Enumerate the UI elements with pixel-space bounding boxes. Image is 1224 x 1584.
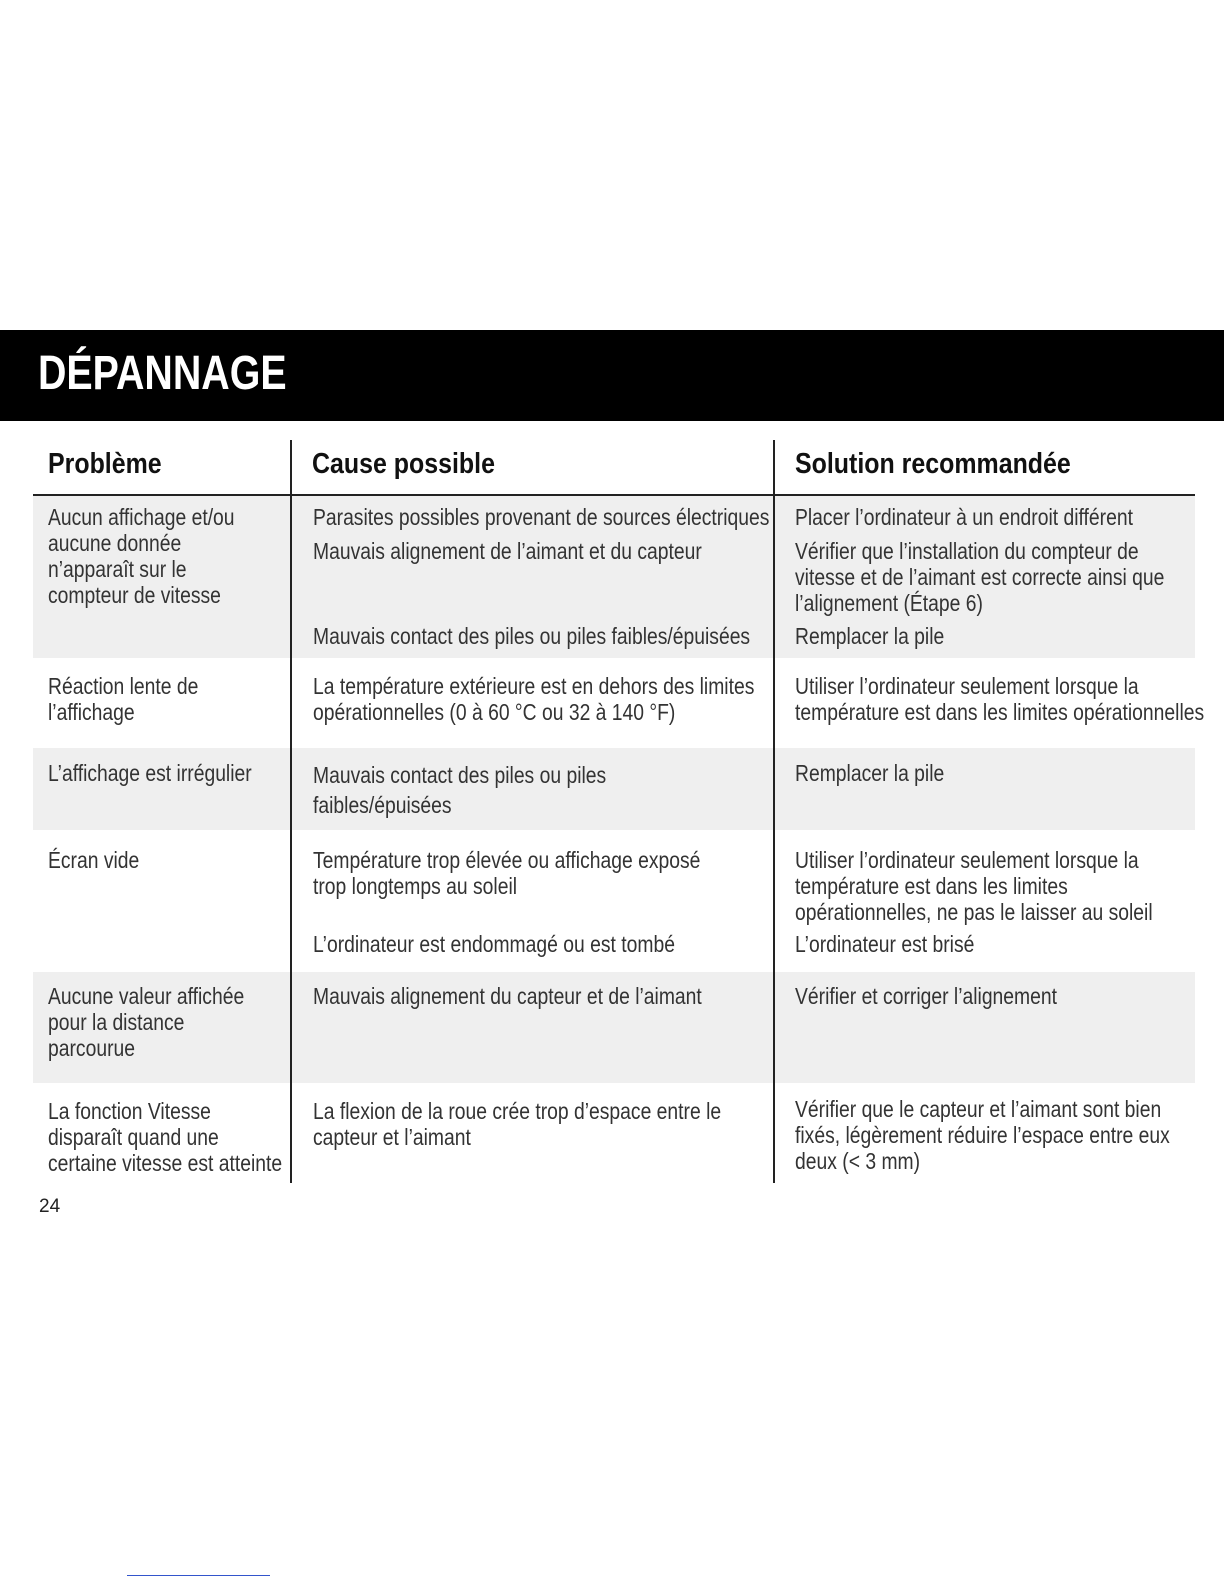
header-cause: Cause possible	[312, 448, 495, 480]
page-title: DÉPANNAGE	[38, 347, 287, 400]
cause-cell: L’ordinateur est endommagé ou est tombé	[313, 931, 675, 957]
solution-cell: Vérifier que l’installation du compteur de vitesse et de l’aimant est correcte ainsi que l’alignement (Étape 6)	[795, 538, 1165, 616]
page-number: 24	[39, 1196, 61, 1217]
problem-cell: Réaction lente de l’affichage	[48, 673, 199, 725]
solution-cell: Utiliser l’ordinateur seulement lorsque la température est dans les limites opérationnelles	[795, 673, 1205, 725]
problem-cell: Aucune valeur affichée pour la distance parcourue	[48, 983, 245, 1061]
cause-cell: Température trop élevée ou affichage exposé trop longtemps au soleil	[313, 847, 701, 899]
solution-cell: Vérifier que le capteur et l’aimant sont bien fixés, légèrement réduire l’espace entre eux deux (< 3 mm)	[795, 1096, 1170, 1174]
solution-cell: Vérifier et corriger l’alignement	[795, 983, 1058, 1009]
problem-cell: La fonction Vitesse disparaît quand une certaine vitesse est atteinte	[48, 1098, 283, 1176]
footer-link-underline	[127, 1575, 270, 1576]
problem-cell: Aucun affichage et/ou aucune donnée n’apparaît sur le compteur de vitesse	[48, 504, 235, 608]
solution-cell: Utiliser l’ordinateur seulement lorsque la température est dans les limites opérationnelles, ne pas le laisser au soleil	[795, 847, 1153, 925]
cause-cell: Mauvais alignement du capteur et de l’aimant	[313, 983, 702, 1009]
title-banner	[0, 330, 1224, 421]
header-problem: Problème	[48, 448, 162, 480]
solution-cell: Placer l’ordinateur à un endroit différent	[795, 504, 1133, 530]
cause-cell: La flexion de la roue crée trop d’espace entre le capteur et l’aimant	[313, 1098, 722, 1150]
solution-cell: L’ordinateur est brisé	[795, 931, 975, 957]
column-divider	[773, 440, 775, 1183]
column-divider	[290, 440, 292, 1183]
problem-cell: Écran vide	[48, 847, 140, 873]
problem-cell: L’affichage est irrégulier	[48, 760, 252, 786]
cause-cell: Mauvais contact des piles ou piles faibles/épuisées	[313, 623, 751, 649]
solution-cell: Remplacer la pile	[795, 760, 945, 786]
cause-cell: Parasites possibles provenant de sources électriques	[313, 504, 770, 530]
cause-cell: La température extérieure est en dehors des limites opérationnelles (0 à 60 °C ou 32 à 140 °F)	[313, 673, 755, 725]
header-solution: Solution recommandée	[795, 448, 1071, 480]
cause-cell: Mauvais alignement de l’aimant et du capteur	[313, 538, 702, 564]
cause-cell: Mauvais contact des piles ou piles faibles/épuisées	[313, 762, 607, 818]
solution-cell: Remplacer la pile	[795, 623, 945, 649]
